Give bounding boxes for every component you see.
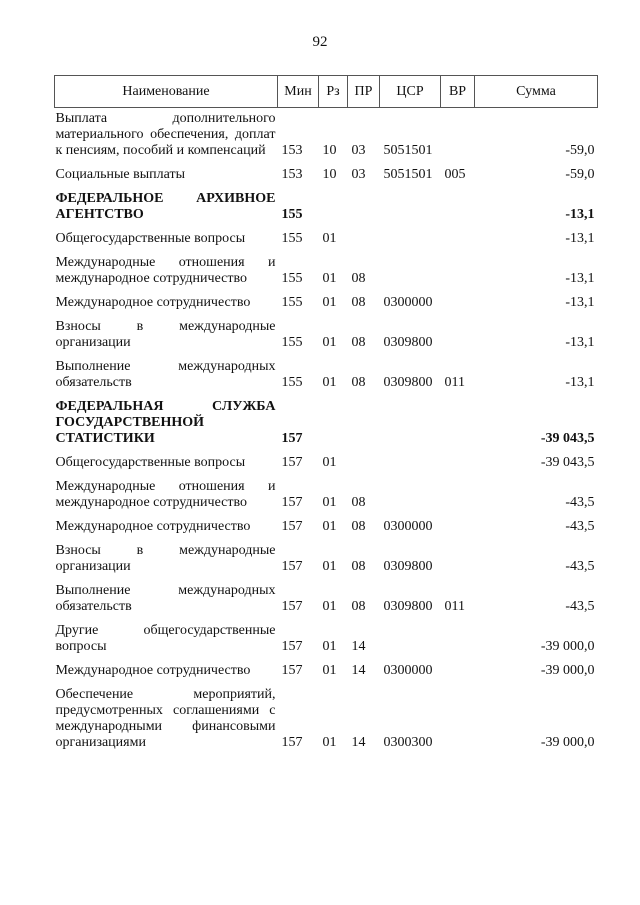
cell-name: Другие общегосударственные вопросы <box>55 623 276 654</box>
cell-sum: -13,1 <box>565 335 595 350</box>
header-min: Мин <box>278 76 319 108</box>
cell-name: Общегосударственные вопросы <box>55 455 246 470</box>
cell-name: ФЕДЕРАЛЬНАЯ СЛУЖБА ГОСУДАРСТВЕННОЙ СТАТИСТИКИ <box>55 399 276 446</box>
cell-pr: 14 <box>351 639 366 654</box>
cell-sum: -59,0 <box>565 167 595 182</box>
cell-sum: -13,1 <box>565 231 595 246</box>
cell-min: 157 <box>281 455 303 470</box>
header-vr: ВР <box>441 76 475 108</box>
cell-sum: -39 000,0 <box>540 663 595 678</box>
cell-pr: 08 <box>351 271 366 286</box>
table-row <box>55 663 598 687</box>
table-row <box>55 108 598 168</box>
table-header <box>55 76 598 108</box>
cell-vr: 011 <box>444 375 465 390</box>
cell-csr <box>380 255 441 295</box>
cell-vr <box>441 319 475 359</box>
cell-csr <box>380 231 441 255</box>
cell-min: 155 <box>281 335 303 350</box>
cell-name: Международное сотрудничество <box>55 663 251 678</box>
table-row <box>55 319 598 359</box>
table-row <box>55 583 598 623</box>
cell-csr <box>380 399 441 455</box>
cell-pr: 08 <box>351 519 366 534</box>
cell-rz: 01 <box>322 271 337 286</box>
cell-name: Социальные выплаты <box>55 167 186 182</box>
cell-vr <box>441 623 475 663</box>
budget-table <box>54 75 598 759</box>
cell-pr: 08 <box>351 559 366 574</box>
cell-csr: 0300000 <box>383 663 433 678</box>
cell-pr: 03 <box>351 143 366 158</box>
table-row <box>55 255 598 295</box>
page-number: 92 <box>312 34 328 50</box>
cell-rz: 01 <box>322 335 337 350</box>
cell-csr <box>380 623 441 663</box>
cell-min: 157 <box>281 431 303 446</box>
header-name: Наименование <box>55 76 278 108</box>
cell-name: Международное сотрудничество <box>55 519 251 534</box>
cell-min: 155 <box>281 207 303 222</box>
cell-csr: 0309800 <box>383 375 433 390</box>
table-row <box>55 191 598 231</box>
cell-rz: 10 <box>322 143 337 158</box>
cell-csr: 0309800 <box>383 599 433 614</box>
cell-sum: -13,1 <box>565 207 595 222</box>
cell-rz: 01 <box>322 639 337 654</box>
cell-vr <box>441 519 475 543</box>
cell-vr <box>441 108 475 168</box>
cell-rz: 01 <box>322 559 337 574</box>
cell-pr: 08 <box>351 599 366 614</box>
cell-sum: -39 000,0 <box>540 735 595 750</box>
cell-name: Международные отношения и международное сотрудничество <box>55 255 276 286</box>
cell-name: Международное сотрудничество <box>55 295 251 310</box>
cell-csr: 0300000 <box>383 295 433 310</box>
table-row <box>55 231 598 255</box>
cell-name: Взносы в международные организации <box>55 319 276 350</box>
cell-name: Международные отношения и международное сотрудничество <box>55 479 276 510</box>
cell-rz <box>319 191 348 231</box>
cell-pr: 03 <box>351 167 366 182</box>
table-row <box>55 623 598 663</box>
table-row <box>55 295 598 319</box>
cell-rz: 01 <box>322 455 337 470</box>
cell-rz: 01 <box>322 519 337 534</box>
cell-vr <box>441 191 475 231</box>
table-row <box>55 359 598 399</box>
cell-rz: 01 <box>322 735 337 750</box>
cell-pr: 08 <box>351 495 366 510</box>
table-row <box>55 399 598 455</box>
table-row <box>55 543 598 583</box>
cell-sum: -39 043,5 <box>540 455 595 470</box>
table-row <box>55 519 598 543</box>
cell-sum: -13,1 <box>565 271 595 286</box>
cell-rz: 01 <box>322 663 337 678</box>
cell-rz: 10 <box>322 167 337 182</box>
cell-name: Выплата дополнительного материального обеспечения, доплат к пенсиям, пособий и компенсаций <box>55 111 276 158</box>
cell-sum: -13,1 <box>565 295 595 310</box>
header-rz: Рз <box>319 76 348 108</box>
cell-sum: -59,0 <box>565 143 595 158</box>
cell-vr <box>441 687 475 759</box>
cell-sum: -43,5 <box>565 519 595 534</box>
cell-min: 155 <box>281 231 303 246</box>
cell-name: Выполнение международных обязательств <box>55 359 276 390</box>
cell-sum: -39 000,0 <box>540 639 595 654</box>
table-row <box>55 455 598 479</box>
cell-name: Взносы в международные организации <box>55 543 276 574</box>
cell-pr: 08 <box>351 295 366 310</box>
cell-min: 157 <box>281 663 303 678</box>
cell-min: 157 <box>281 599 303 614</box>
cell-vr: 011 <box>444 599 465 614</box>
cell-min: 153 <box>281 167 303 182</box>
header-csr: ЦСР <box>380 76 441 108</box>
cell-csr: 0300000 <box>383 519 433 534</box>
cell-vr <box>441 295 475 319</box>
cell-pr <box>348 231 380 255</box>
cell-pr <box>348 399 380 455</box>
table-row <box>55 167 598 191</box>
cell-csr: 5051501 <box>383 143 433 158</box>
cell-vr <box>441 663 475 687</box>
cell-sum: -43,5 <box>565 495 595 510</box>
cell-name: ФЕДЕРАЛЬНОЕ АРХИВНОЕ АГЕНТСТВО <box>55 191 276 222</box>
cell-rz: 01 <box>322 375 337 390</box>
cell-pr: 08 <box>351 375 366 390</box>
cell-sum: -43,5 <box>565 559 595 574</box>
cell-csr: 5051501 <box>383 167 433 182</box>
cell-vr <box>441 255 475 295</box>
cell-rz <box>319 399 348 455</box>
cell-sum: -43,5 <box>565 599 595 614</box>
cell-name: Общегосударственные вопросы <box>55 231 246 246</box>
cell-min: 155 <box>281 295 303 310</box>
cell-csr: 0309800 <box>383 335 433 350</box>
header-pr: ПР <box>348 76 380 108</box>
cell-vr <box>441 231 475 255</box>
cell-rz: 01 <box>322 295 337 310</box>
table-row <box>55 687 598 759</box>
cell-min: 157 <box>281 559 303 574</box>
cell-csr: 0309800 <box>383 559 433 574</box>
cell-pr <box>348 191 380 231</box>
cell-name: Выполнение международных обязательств <box>55 583 276 614</box>
cell-csr <box>380 455 441 479</box>
cell-name: Обеспечение мероприятий, предусмотренных соглашениями с международными финансовыми организациями <box>55 687 276 750</box>
cell-sum: -39 043,5 <box>540 431 595 446</box>
table-row <box>55 479 598 519</box>
cell-min: 157 <box>281 495 303 510</box>
cell-pr: 14 <box>351 735 366 750</box>
cell-min: 155 <box>281 271 303 286</box>
cell-pr <box>348 455 380 479</box>
cell-rz: 01 <box>322 231 337 246</box>
cell-min: 153 <box>281 143 303 158</box>
cell-vr <box>441 479 475 519</box>
cell-pr: 08 <box>351 335 366 350</box>
cell-vr <box>441 543 475 583</box>
cell-csr: 0300300 <box>383 735 433 750</box>
cell-vr: 005 <box>444 167 466 182</box>
cell-vr <box>441 399 475 455</box>
cell-min: 155 <box>281 375 303 390</box>
cell-rz: 01 <box>322 599 337 614</box>
cell-csr <box>380 479 441 519</box>
cell-pr: 14 <box>351 663 366 678</box>
cell-sum: -13,1 <box>565 375 595 390</box>
header-sum: Сумма <box>475 76 598 108</box>
cell-min: 157 <box>281 519 303 534</box>
cell-csr <box>380 191 441 231</box>
cell-min: 157 <box>281 639 303 654</box>
cell-min: 157 <box>281 735 303 750</box>
cell-vr <box>441 455 475 479</box>
cell-rz: 01 <box>322 495 337 510</box>
